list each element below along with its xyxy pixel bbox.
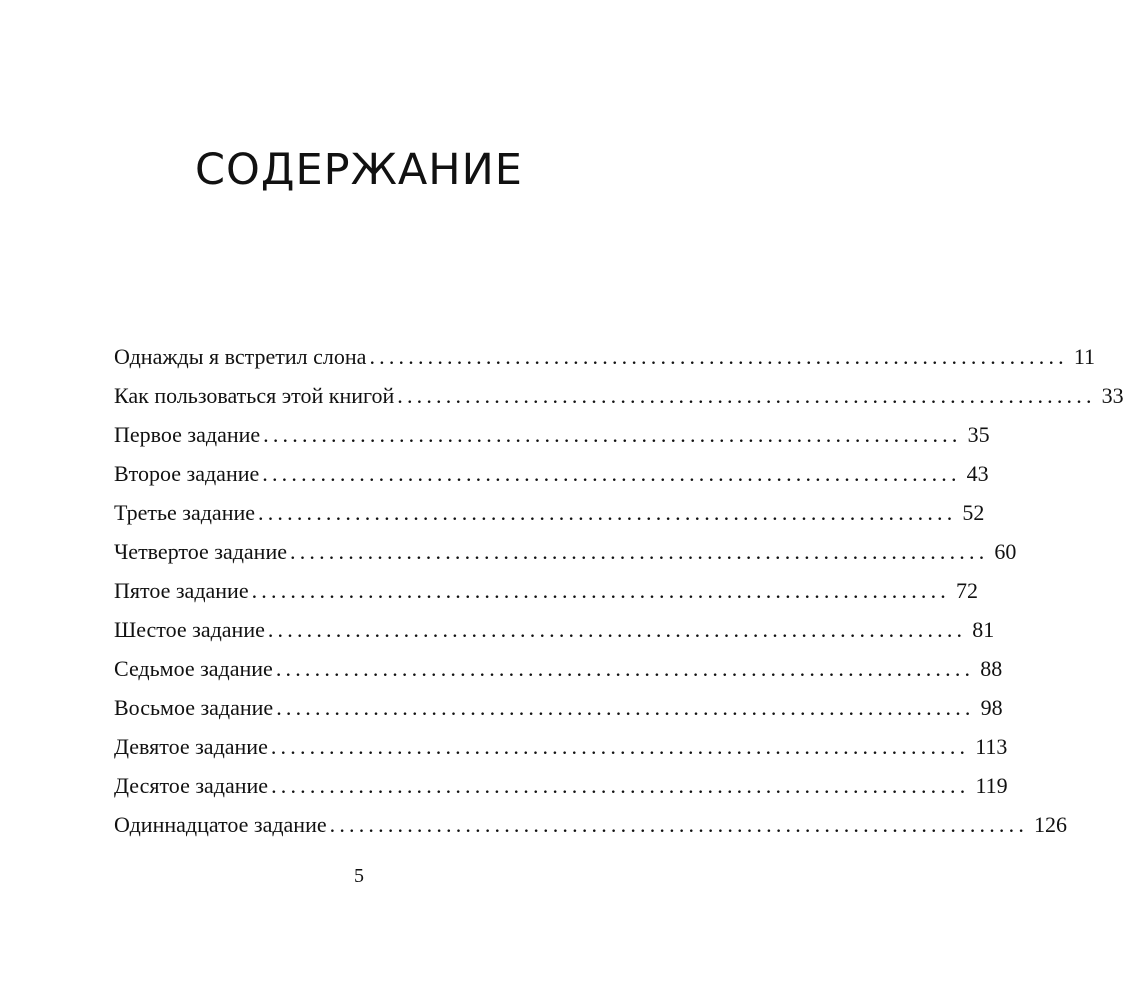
toc-entry-title: Шестое задание [114,617,265,642]
toc-entry-page: 72 [956,578,978,603]
toc-entry-page: 126 [1034,812,1068,837]
toc-leader-dots: ........................................................................ [397,383,1096,408]
toc-leader-dots: ........................................................................ [263,422,962,447]
toc-entry-title: Как пользоваться этой книгой [114,383,395,408]
toc-leader-dots: ........................................................................ [275,656,975,681]
toc-entry [114,688,1003,727]
toc-entry-page: 35 [967,422,990,447]
toc-leader-dots: ........................................................................ [267,617,967,642]
table-of-contents [114,337,1124,844]
toc-entry-title: Одиннадцатое задание [114,812,327,837]
toc-entry [114,337,1096,376]
toc-entry-page: 60 [994,539,1017,564]
toc-leader-dots: ........................................................................ [276,695,975,720]
toc-entry [114,649,1003,688]
toc-entry-title: Четвертое задание [114,539,287,564]
toc-entry-title: Девятое задание [114,734,268,759]
toc-leader-dots: ........................................................................ [369,344,1068,369]
toc-entry [114,532,1017,571]
toc-entry-page: 52 [962,500,985,525]
toc-entry-title: Однажды я встретил слона [114,344,367,369]
page-title: СОДЕРЖАНИЕ [195,145,523,195]
toc-entry-page: 119 [975,773,1008,798]
toc-entry [114,571,978,610]
toc-entry-title: Десятое задание [114,773,269,798]
toc-leader-dots: ........................................................................ [270,734,970,759]
toc-entry-title: Пятое задание [114,578,249,603]
toc-entry-page: 43 [966,461,989,486]
page-number: 5 [354,865,364,887]
toc-leader-dots: ........................................................................ [251,578,950,603]
toc-entry-page: 113 [975,734,1008,759]
toc-entry [114,376,1124,415]
toc-entry [114,454,989,493]
toc-entry [114,493,985,532]
toc-entry-title: Седьмое задание [114,656,273,681]
toc-entry-page: 81 [972,617,995,642]
toc-entry [114,610,995,649]
toc-entry-page: 88 [980,656,1003,681]
toc-entry [114,766,1008,805]
toc-leader-dots: ........................................................................ [271,773,970,798]
toc-entry-page: 11 [1073,344,1096,369]
toc-entry-title: Восьмое задание [114,695,274,720]
toc-entry-page: 33 [1101,383,1124,408]
toc-entry [114,805,1068,844]
toc-entry-title: Второе задание [114,461,260,486]
toc-entry-page: 98 [980,695,1003,720]
toc-leader-dots: ........................................................................ [329,812,1029,837]
toc-entry [114,727,1008,766]
toc-entry [114,415,990,454]
toc-entry-title: Первое задание [114,422,261,447]
toc-entry-title: Третье задание [114,500,256,525]
toc-leader-dots: ........................................................................ [262,461,961,486]
toc-leader-dots: ........................................................................ [258,500,957,525]
toc-leader-dots: ........................................................................ [290,539,989,564]
